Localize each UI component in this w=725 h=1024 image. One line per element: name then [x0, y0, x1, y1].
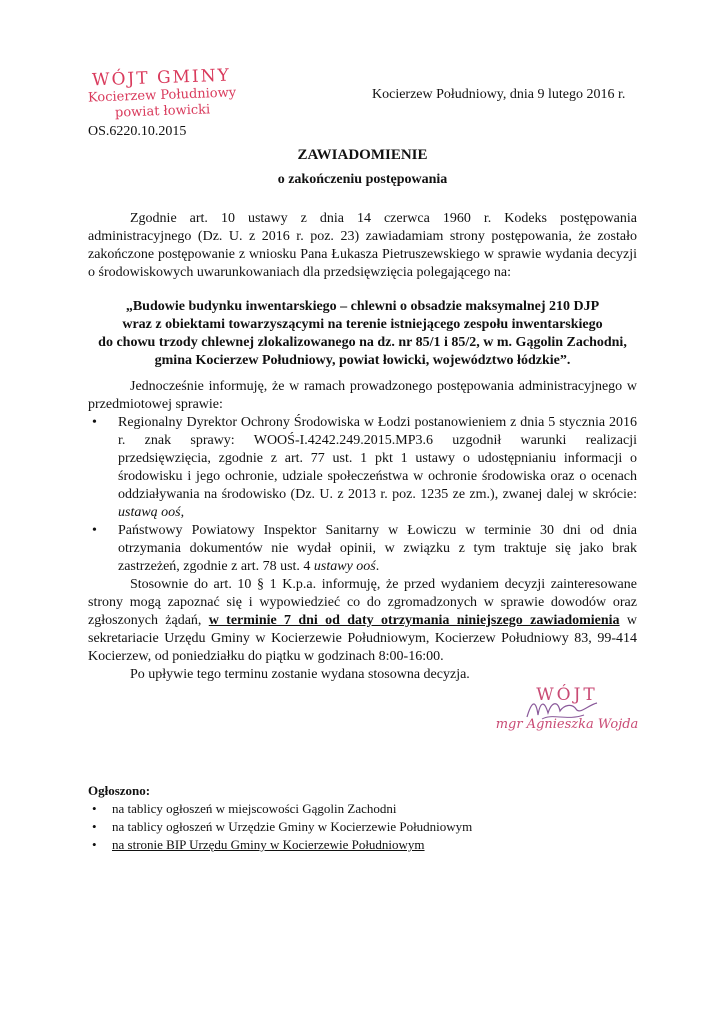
project-line-2: wraz z obiektami towarzyszącymi na terenie istniejącego zespołu inwentarskiego: [122, 317, 603, 332]
publication-item-2: na tablicy ogłoszeń w Urzędzie Gminy w Kocierzewie Południowym: [112, 819, 473, 834]
place-and-date: Kocierzew Południowy, dnia 9 lutego 2016 r.: [372, 87, 626, 102]
project-line-4: gmina Kocierzew Południowy, powiat łowicki, województwo łódzkie”.: [154, 353, 571, 368]
project-line-3: do chowu trzody chlewnej zlokalizowanego na dz. nr 85/1 i 85/2, w m. Gągolin Zachodni,: [98, 335, 627, 350]
list-item: [88, 818, 648, 836]
stamp-line-3: powiat łowicki: [114, 102, 211, 121]
list-item: [88, 414, 637, 522]
list-item: [88, 800, 648, 818]
bullet-1-text: Regionalny Dyrektor Ochrony Środowiska w Łodzi postanowieniem z dnia 5 stycznia 2016 r. znak sprawy: WOOŚ-I.4242.249.2015.MP3.6 uzgodnił warunki realizacji przedsięwzięcia, zgodnie z art. 77 ust. 1 pkt 1 ustawy o udostępnianiu informacji o środowisku i jego ochronie, udziale społeczeństwa w ochronie środowiska oraz o ocenach oddziaływania na środowisko (Dz. U. z 2013 r. poz. 1235 ze zm.), zwanej dalej w skrócie:: [118, 415, 637, 502]
publication-header: Ogłoszono:: [88, 783, 151, 798]
notice-part-2: w sekretariacie Urzędu Gminy w Kocierzewie Południowym, Kocierzew Południowy 83, 99-414 Kocierzew, od poniedziałku do piątku w godzinach 8:00-16:00.: [88, 613, 637, 664]
bullet-2-tail: .: [375, 559, 380, 574]
closing-sentence: Po upływie tego terminu zostanie wydana stosowna decyzja.: [130, 667, 470, 682]
publication-section: [88, 782, 648, 854]
publication-item-1: na tablicy ogłoszeń w miejscowości Gągolin Zachodni: [112, 801, 397, 816]
bullet-icon: •: [92, 801, 97, 816]
list-item[interactable]: [88, 836, 648, 854]
bullet-icon: •: [92, 415, 97, 430]
publication-list: [88, 800, 648, 854]
bullet-2-italic: ustawy ooś: [313, 559, 376, 574]
stamp-line-2: Kocierzew Południowy: [87, 85, 237, 106]
signature-title: WÓJT: [536, 685, 598, 705]
project-line-1: „Budowie budynku inwentarskiego – chlewni o obsadzie maksymalnej 210 DJP: [125, 299, 600, 314]
info-section: [88, 378, 637, 684]
case-number: OS.6220.10.2015: [88, 124, 187, 139]
list-item: [88, 522, 637, 576]
signature-name: mgr Agnieszka Wojda: [495, 717, 639, 732]
document-title: ZAWIADOMIENIE: [297, 147, 428, 163]
intro-paragraph: Zgodnie art. 10 ustawy z dnia 14 czerwca 1960 r. Kodeks postępowania administracyjnego (Dz. U. z 2016 r. poz. 23) zawiadamiam strony postępowania, że zostało zakończone postępowanie z wniosku Pana Łukasza Pietruszewskiego w sprawie wydania decyzji o środowiskowych uwarunkowaniach dla przedsięwzięcia polegającego na:: [88, 211, 637, 280]
bullet-1-italic: ustawą ooś: [118, 505, 181, 520]
notice-deadline: w terminie 7 dni od daty otrzymania niniejszego zawiadomienia: [208, 613, 620, 628]
bullet-icon: •: [92, 819, 97, 834]
bullet-icon: •: [92, 837, 97, 852]
wojt-stamp: [81, 65, 243, 123]
info-list: [88, 414, 637, 576]
bullet-icon: •: [92, 523, 97, 538]
signature-stamp: [482, 685, 652, 732]
project-description: [88, 298, 637, 370]
bullet-1-tail: ,: [180, 505, 185, 520]
bip-link[interactable]: na stronie BIP Urzędu Gminy w Kocierzewie Południowym: [112, 837, 425, 852]
notice-part-1: Stosownie do art. 10 § 1 K.p.a. informuję, że przed wydaniem decyzji zainteresowane strony mogą zapoznać się i wypowiedzieć co do zgromadzonych w sprawie dowodów oraz zgłoszonych żądań,: [88, 577, 637, 628]
stamp-line-1: WÓJT GMINY: [91, 65, 232, 91]
document-subtitle: o zakończeniu postępowania: [277, 172, 448, 187]
notice-paragraph: [88, 576, 637, 666]
bullet-2-text: Państwowy Powiatowy Inspektor Sanitarny w Łowiczu w terminie 30 dni od dnia otrzymania dokumentów nie wydał opinii, w związku z tym traktuje się jako brak zastrzeżeń, zgodnie z art. 78 ust. 4: [118, 523, 637, 574]
handwritten-signature-icon: [522, 695, 602, 725]
info-intro: Jednocześnie informuję, że w ramach prowadzonego postępowania administracyjnego w przedmiotowej sprawie:: [88, 379, 637, 412]
